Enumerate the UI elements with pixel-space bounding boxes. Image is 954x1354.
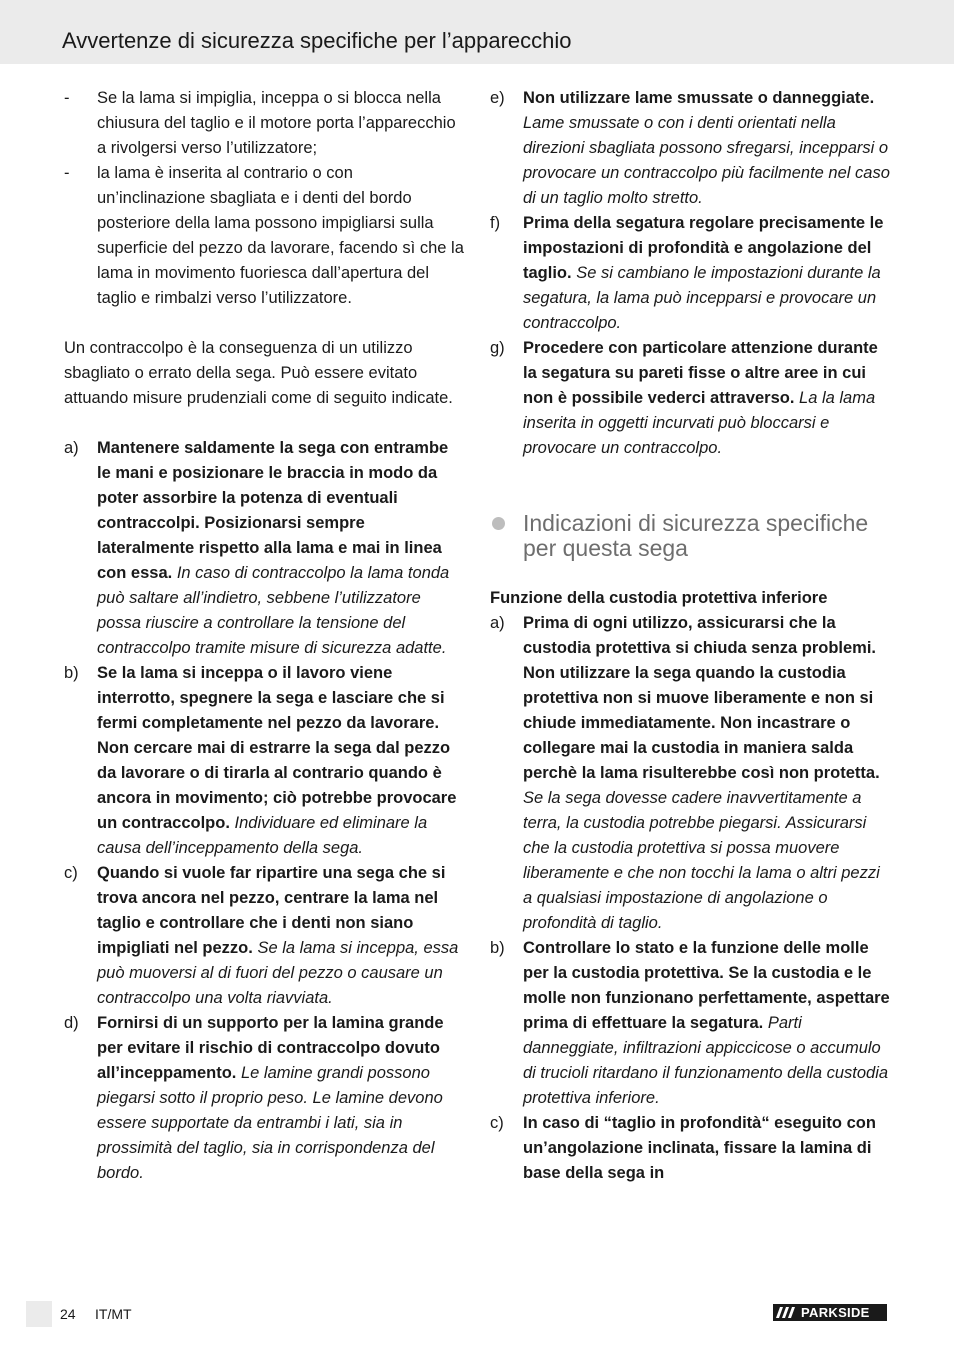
left-column	[64, 86, 464, 1186]
item-italic-text: Individuare ed eliminare la causa dell’inceppamento della sega.	[97, 814, 428, 857]
section-heading	[490, 511, 890, 561]
logo-stripes-icon	[773, 1304, 797, 1321]
item-marker: c)	[490, 1114, 504, 1132]
list-item	[64, 86, 464, 161]
dash-marker: -	[64, 164, 70, 182]
dash-text: Se la lama si impiglia, inceppa o si blocca nella chiusura del taglio e il motore porta l’apparecchio a rivolgersi verso l’utilizzatore;	[97, 89, 456, 157]
bullet-icon	[492, 517, 505, 530]
list-item	[64, 436, 464, 661]
item-marker: a)	[490, 614, 505, 632]
item-italic-text: Se si cambiano le impostazioni durante la segatura, la lama può incepparsi e provocare un contraccolpo.	[523, 264, 881, 332]
list-item	[64, 161, 464, 311]
item-italic-text: In caso di contraccolpo la lama tonda può saltare all’indietro, sebbene l’utilizzatore possa riuscire a controllare la tensione del contraccolpo tramite misure di sicurezza adatte.	[97, 564, 450, 657]
item-marker: d)	[64, 1014, 79, 1032]
item-bold-text: Mantenere saldamente la sega con entrambe le mani e posizionare le braccia in modo da poter assorbire la potenza di eventuali contraccolpi. Posizionarsi sempre lateralmente rispetto alla lama e mai in linea con essa.	[97, 439, 449, 582]
brand-logo	[773, 1304, 887, 1321]
subheading: Funzione della custodia protettiva inferiore	[490, 589, 828, 607]
item-bold-text: Controllare lo stato e la funzione delle molle per la custodia protettiva. Se la custodia e le molle non funzionano perfettamente, aspettare prima di effettuare la segatura.	[523, 939, 890, 1032]
item-italic-text: Le lamine grandi possono piegarsi sotto il proprio peso. Le lamine devono essere supportate da entrambi i lati, sia in prossimità del taglio, sia in corrispondenza del bordo.	[97, 1064, 443, 1182]
item-bold-text: Procedere con particolare attenzione durante la segatura su pareti fisse o altre aree in cui non è possibile vederci attraverso.	[523, 339, 878, 407]
item-marker: a)	[64, 439, 79, 457]
item-marker: f)	[490, 214, 501, 232]
list-item	[490, 211, 890, 336]
language-code: IT/MT	[95, 1306, 132, 1322]
item-bold-text: Prima della segatura regolare precisamente le impostazioni di profondità e angolazione del taglio.	[523, 214, 884, 282]
list-item	[490, 86, 890, 211]
item-marker: b)	[64, 664, 79, 682]
footer-box	[26, 1301, 52, 1327]
item-bold-text: Quando si vuole far ripartire una sega che si trova ancora nel pezzo, centrare la lama nel taglio e controllare che i denti non siano impigliati nel pezzo.	[97, 864, 446, 957]
intro-paragraph: Un contraccolpo è la conseguenza di un utilizzo sbagliato o errato della sega. Può essere evitato attuando misure prudenziali come di seguito indicate.	[64, 339, 453, 407]
dash-text: la lama è inserita al contrario o con un’inclinazione sbagliata e i denti del bordo posteriore della lama possono impigliarsi sulla superficie del pezzo da lavorare, facendo sì che la lama in movimento fuoriesca dall’apertura del taglio e rimbalzi verso l’utilizzatore.	[97, 164, 464, 307]
list-item	[490, 1111, 890, 1186]
list-item	[490, 336, 890, 461]
item-italic-text: Lame smussate o con i denti orientati nella direzioni sbagliata possono sfregarsi, incepparsi o provocare un contraccolpo più facilmente nel caso di un taglio molto stretto.	[523, 114, 890, 207]
item-marker: e)	[490, 89, 505, 107]
item-bold-text: In caso di “taglio in profondità“ eseguito con un’angolazione inclinata, fissare la lamina di base della sega in	[523, 1114, 876, 1182]
item-italic-text: Parti danneggiate, infiltrazioni appiccicose o accumulo di trucioli ritardano il funzionamento della custodia protettiva inferiore.	[523, 1014, 889, 1107]
item-italic-text: La la lama inserita in oggetti incurvati può bloccarsi e provocare un contraccolpo.	[523, 389, 876, 457]
item-italic-text: Se la sega dovesse cadere inavvertitamente a terra, la custodia potrebbe piegarsi. Assicurarsi che la custodia protettiva si possa muovere liberamente e che non tocchi la lama o altri pezzi a qualsiasi impostazione di angolazione o profondità di taglio.	[523, 789, 880, 932]
list-item	[490, 611, 890, 936]
brand-name: PARKSIDE	[801, 1305, 870, 1320]
item-bold-text: Prima di ogni utilizzo, assicurarsi che la custodia protettiva si chiuda senza problemi. Non utilizzare la sega quando la custodia protettiva non si muove liberamente e non si chiude immediatamente. Non incastrare o collegare mai la custodia in maniera salda perchè la lama risulterebbe così non protetta.	[523, 614, 880, 782]
list-item	[64, 661, 464, 861]
list-item	[64, 1011, 464, 1186]
right-column	[490, 86, 890, 1186]
item-marker: g)	[490, 339, 505, 357]
page-number: 24	[60, 1306, 76, 1322]
list-item	[64, 861, 464, 1011]
item-marker: c)	[64, 864, 78, 882]
list-item	[490, 936, 890, 1111]
page-title: Avvertenze di sicurezza specifiche per l’apparecchio	[62, 28, 572, 53]
section-heading-text: Indicazioni di sicurezza specifiche per questa sega	[523, 510, 869, 561]
dash-marker: -	[64, 89, 70, 107]
item-marker: b)	[490, 939, 505, 957]
item-bold-text: Fornirsi di un supporto per la lamina grande per evitare il rischio di contraccolpo dovuto all’inceppamento.	[97, 1014, 444, 1082]
item-italic-text: Se la lama si inceppa, essa può muoversi al di fuori del pezzo o causare un contraccolpo una volta riavviata.	[97, 939, 459, 1007]
item-bold-text: Non utilizzare lame smussate o danneggiate.	[523, 89, 875, 107]
item-bold-text: Se la lama si inceppa o il lavoro viene interrotto, spegnere la sega e lasciare che si fermi completamente nel pezzo da lavorare. Non cercare mai di estrarre la sega dal pezzo da lavorare o di tirarla al contrario quando è ancora in movimento; ciò potrebbe provocare un contraccolpo.	[97, 664, 457, 832]
